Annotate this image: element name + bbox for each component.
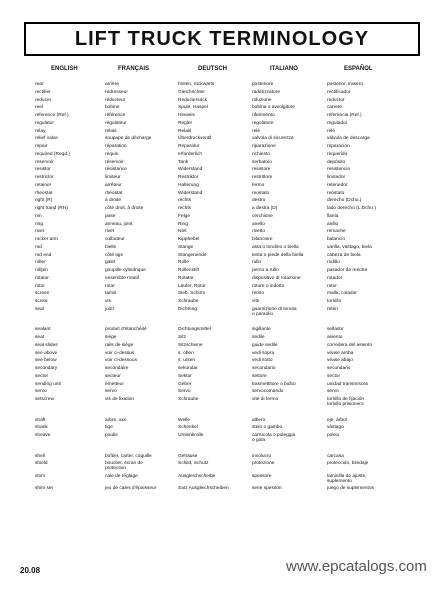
term-espanol: véase abajo (327, 358, 353, 364)
term-italiano: vite (252, 299, 260, 304)
table-row (0, 268, 444, 276)
term-english: rod (35, 244, 42, 250)
term-espanol: corredera del asiento (327, 342, 373, 348)
table-row (0, 136, 444, 144)
term-francais: rivet (105, 229, 115, 235)
term-english: screen (35, 291, 50, 297)
term-deutsch: s. unten (178, 358, 196, 364)
term-espanol: asiento (327, 335, 343, 340)
term-italiano: rullo (252, 260, 262, 266)
term-deutsch: Gleichrichter (178, 89, 205, 95)
table-row (0, 425, 444, 433)
term-espanol: vástago (327, 425, 344, 431)
term-italiano: rotore o indotto (252, 283, 285, 289)
term-espanol: rotor (327, 283, 337, 289)
term-espanol: referencia (Ref.) (327, 113, 362, 118)
term-francais: servo (105, 389, 117, 395)
table-row (0, 113, 444, 121)
table-row (0, 160, 444, 168)
term-english: shield (35, 461, 48, 467)
table-row (0, 175, 444, 183)
term-espanol: unidad transmisora (327, 381, 368, 387)
term-espanol: servo (327, 389, 339, 395)
term-francais: secteur (105, 373, 121, 379)
term-espanol: protección, blindaje (327, 461, 369, 467)
term-italiano: posteriore (252, 82, 274, 87)
term-deutsch: Sitzschiene (178, 342, 203, 348)
term-deutsch: rechts (178, 206, 192, 211)
term-deutsch: Ring (178, 221, 188, 227)
term-espanol: carrete (327, 105, 342, 111)
term-english: reducer (35, 97, 52, 103)
term-deutsch: Dichtungsmittel (178, 327, 211, 333)
table-row (0, 167, 444, 175)
term-espanol: sector (327, 373, 341, 379)
term-espanol: tornillo (327, 299, 342, 304)
term-deutsch: Stangenende (178, 252, 207, 258)
term-italiano: riduzione (252, 97, 272, 103)
table-row (0, 121, 444, 129)
table-row (0, 237, 444, 245)
term-francais: requis (105, 151, 119, 157)
term-deutsch: Stange (178, 244, 194, 250)
table-row (0, 144, 444, 152)
table-row (0, 343, 444, 351)
term-english: retainer (35, 182, 52, 188)
term-deutsch: Restriktor (178, 175, 199, 180)
term-espanol: secundario (327, 366, 351, 371)
term-deutsch: Sitz (178, 335, 186, 340)
term-english: reference (Ref.) (35, 113, 69, 118)
term-francais: arrêteur (105, 182, 122, 188)
table-row (0, 382, 444, 390)
table-row (0, 461, 444, 474)
term-italiano: bilanciere (252, 237, 273, 242)
term-francais: arrière (105, 82, 119, 87)
term-espanol: posterior, trasero (327, 82, 363, 87)
term-espanol: lado derecho (L.Dcho.) (327, 206, 376, 211)
term-francais: bouclier, écran de protection (105, 461, 143, 472)
term-deutsch: Dichtring (178, 306, 197, 312)
term-deutsch: Widerstand (178, 167, 203, 173)
term-deutsch: Widerstand (178, 190, 203, 196)
term-francais: goupille cylindrique (105, 268, 146, 273)
term-deutsch: Reduziersück (178, 97, 208, 103)
term-francais: rhéostat (105, 190, 123, 196)
watermark: www.epcatalogs.com (286, 558, 427, 575)
table-row (0, 454, 444, 462)
term-english: reservoir (35, 159, 54, 165)
term-english: relay (35, 128, 46, 134)
term-francais: côté tige (105, 252, 124, 258)
term-espanol: véase arriba (327, 350, 354, 356)
term-francais: vis (105, 299, 111, 304)
term-italiano: testa o piede della biella (252, 252, 304, 258)
term-english: required (Reqd.) (35, 151, 70, 157)
term-espanol: varilla, vástago, biela (327, 244, 372, 250)
term-italiano: guide sedile (252, 342, 278, 348)
term-italiano: sigillante (252, 327, 271, 333)
term-espanol: rectificador (327, 89, 351, 95)
term-italiano: settore (252, 373, 267, 379)
term-english: restrictor (35, 175, 54, 180)
table-row (0, 366, 444, 374)
term-francais: tige (105, 425, 113, 431)
term-deutsch: hinten, rückwärts (178, 82, 215, 87)
term-francais: relais (105, 128, 117, 134)
term-espanol: reparación (327, 144, 350, 149)
term-italiano: secondario (252, 366, 276, 371)
term-italiano: involucro (252, 453, 272, 459)
table-row (0, 260, 444, 268)
term-english: sending unit (35, 381, 61, 387)
table-row (0, 191, 444, 199)
term-francais: anneau, joint (105, 221, 133, 227)
term-english: relief valve (35, 136, 58, 142)
term-italiano: retino (252, 291, 264, 297)
term-deutsch: Schraube (178, 299, 199, 304)
term-espanol: reductor (327, 97, 345, 103)
term-italiano: trasmettitore o bulbo (252, 381, 296, 387)
term-espanol: reóstato (327, 190, 345, 196)
header-italiano: ITALIANO (270, 66, 298, 72)
term-deutsch: Tank (178, 159, 189, 165)
term-english: shim set (35, 486, 53, 492)
table-row (0, 299, 444, 307)
term-francais: référence (105, 113, 126, 118)
table-row (0, 253, 444, 261)
term-francais: vis de fixation (105, 397, 135, 402)
term-italiano: dispositivo di rotazione (252, 275, 301, 281)
term-deutsch: Schraube (178, 397, 199, 402)
term-francais: cale de réglage (105, 473, 138, 479)
term-deutsch: Rotator (178, 275, 194, 281)
term-italiano: sedile (252, 335, 265, 340)
term-espanol: sellador (327, 327, 344, 333)
term-italiano: reostato (252, 190, 270, 196)
term-francais: à droite (105, 198, 121, 204)
term-english: rollpin (35, 268, 48, 273)
term-francais: réducteur (105, 97, 126, 103)
table-row (0, 389, 444, 397)
term-francais: ensemble rotatif (105, 275, 140, 281)
term-english: right hand (RH) (35, 206, 68, 211)
table-row (0, 152, 444, 160)
table-row (0, 335, 444, 343)
term-italiano: spessore (252, 473, 272, 479)
term-espanol: requerido (327, 151, 348, 157)
table-row (0, 351, 444, 359)
term-francais: produit d'étanchéité (105, 327, 147, 333)
term-francais: rotor (105, 283, 115, 289)
term-english: sheave (35, 433, 51, 438)
table-row (0, 82, 444, 90)
term-espanol: válvula de descarga (327, 136, 370, 142)
term-english: seat slides (35, 342, 58, 348)
table-row (0, 307, 444, 320)
term-espanol: balancín (327, 237, 346, 242)
term-italiano: valvola di sicurezza (252, 136, 294, 142)
terminology-table (0, 82, 444, 494)
term-espanol: relé (327, 128, 335, 134)
term-italiano: albero (252, 417, 266, 423)
term-espanol: polea (327, 433, 339, 438)
term-espanol: malla, colador (327, 291, 357, 297)
table-row (0, 284, 444, 292)
term-deutsch: Satz Ausgleichscheiben (178, 486, 229, 492)
term-deutsch: rechts (178, 198, 192, 204)
term-deutsch: Spule, Haspel (178, 105, 208, 111)
table-row (0, 291, 444, 299)
term-deutsch: Hinweis (178, 113, 195, 118)
term-deutsch: Reparatur (178, 144, 200, 149)
term-espanol: regulador (327, 120, 348, 126)
term-deutsch: sekundar (178, 366, 198, 371)
term-deutsch: Welle (178, 417, 190, 423)
term-francais: jante (105, 213, 116, 219)
term-italiano: vedi sopra (252, 350, 275, 356)
term-deutsch: Gehäuse (178, 453, 198, 459)
term-english: regulator (35, 120, 54, 126)
term-italiano: riferimento (252, 113, 275, 118)
term-francais: culbuteur (105, 237, 125, 242)
term-deutsch: Felge (178, 213, 190, 219)
term-francais: soupape de décharge (105, 136, 152, 142)
table-row (0, 198, 444, 206)
term-english: see below (35, 358, 57, 364)
term-espanol: tornillo de fijación tornillo prisionero (327, 397, 365, 407)
term-francais: voir ci-dessus (105, 350, 135, 356)
table-row (0, 206, 444, 214)
term-francais: côté droit, à droite (105, 206, 144, 211)
term-english: rotor (35, 283, 45, 289)
term-francais: tamis (105, 291, 117, 297)
term-francais: limiteur (105, 175, 121, 180)
term-italiano: a destra (D) (252, 206, 278, 211)
table-row (0, 90, 444, 98)
term-english: shim (35, 473, 46, 479)
term-english: shank (35, 425, 48, 431)
term-francais: bielle (105, 244, 117, 250)
term-english: seal (35, 306, 44, 312)
column-headers (0, 66, 444, 76)
term-francais: joint (105, 306, 114, 312)
table-row (0, 105, 444, 113)
term-deutsch: Schild, Schutz (178, 461, 209, 467)
term-english: seat (35, 335, 45, 340)
term-deutsch: Relais (178, 128, 192, 134)
term-deutsch: Rolle (178, 260, 189, 266)
table-row (0, 129, 444, 137)
term-english: ring (35, 221, 43, 227)
table-row (0, 433, 444, 446)
term-deutsch: Halterung (178, 182, 199, 188)
term-espanol: rotador (327, 275, 343, 281)
term-italiano: resistore (252, 167, 271, 173)
page-title: LIFT TRUCK TERMINOLOGY (74, 27, 370, 50)
term-italiano: protezione (252, 461, 275, 467)
term-italiano: cerchione (252, 213, 273, 219)
term-english: rim (35, 213, 42, 219)
term-italiano: bobina o avvolgitore (252, 105, 295, 111)
table-row (0, 183, 444, 191)
term-deutsch: Niet (178, 229, 187, 235)
table-row (0, 486, 444, 494)
term-english: rheostat (35, 190, 53, 196)
term-italiano: raddrizzatore (252, 89, 280, 95)
term-english: roller (35, 260, 46, 266)
term-english: secondary (35, 366, 58, 371)
term-deutsch: Servo (178, 389, 191, 395)
term-italiano: vedi sotto (252, 358, 273, 364)
term-espanol: retenedor (327, 182, 348, 188)
term-deutsch: Schenkel (178, 425, 198, 431)
term-espanol: carcasa (327, 453, 344, 459)
term-francais: redresseur (105, 89, 128, 95)
term-espanol: eje, árbol (327, 417, 347, 423)
term-deutsch: s. oben (178, 350, 194, 356)
term-francais: galet (105, 260, 116, 266)
term-italiano: vite di fermo (252, 397, 279, 402)
table-row (0, 474, 444, 487)
term-francais: secondaire (105, 366, 129, 371)
table-row (0, 222, 444, 230)
term-deutsch: Ausgleichscheibe (178, 473, 216, 479)
term-italiano: richiesto (252, 151, 270, 157)
term-english: reel (35, 105, 43, 111)
term-francais: arbre, axe (105, 417, 127, 423)
table-row (0, 276, 444, 284)
term-deutsch: Geber (178, 381, 192, 387)
term-espanol: rodillo (327, 260, 340, 266)
term-italiano: destro (252, 198, 266, 204)
term-english: rotator (35, 275, 49, 281)
term-deutsch: Sektor (178, 373, 192, 379)
term-english: right (R) (35, 198, 53, 204)
term-italiano: riparazione (252, 144, 276, 149)
term-francais: réparation (105, 144, 127, 149)
term-english: setscrew (35, 397, 54, 402)
term-italiano: serie spessori (252, 486, 282, 492)
table-row (0, 214, 444, 222)
term-english: rod end (35, 252, 52, 258)
table-row (0, 245, 444, 253)
table-row (0, 374, 444, 382)
table-row (0, 98, 444, 106)
table-row (0, 229, 444, 237)
term-espanol: resistencia (327, 167, 350, 173)
term-italiano: rivetto (252, 229, 266, 235)
header-english: ENGLISH (51, 66, 78, 72)
term-italiano: guarnizione di tenuta o paraolio (252, 306, 297, 317)
term-italiano: perno a rullo (252, 268, 279, 273)
table-row (0, 327, 444, 335)
header-francais: FRANÇAIS (118, 66, 149, 72)
term-english: sealant (35, 327, 51, 333)
term-italiano: stelo o gambo (252, 425, 283, 431)
term-english: screw (35, 299, 48, 304)
title-box (24, 22, 420, 56)
term-espanol: anillo (327, 221, 339, 227)
term-francais: boîtier, carter, coquille (105, 453, 152, 459)
term-espanol: depósito (327, 159, 346, 165)
term-deutsch: Überdruckventil (178, 136, 212, 142)
term-deutsch: Regler (178, 120, 193, 126)
term-deutsch: Umlenkrolle (178, 433, 204, 438)
term-italiano: regolatore (252, 120, 274, 126)
term-italiano: relè (252, 128, 260, 134)
term-francais: rails de siège (105, 342, 134, 348)
term-espanol: remache (327, 229, 346, 235)
term-italiano: fermo (252, 182, 265, 188)
term-espanol: derecho (Dcho.) (327, 198, 362, 204)
term-francais: bobine (105, 105, 120, 111)
term-english: repair (35, 144, 48, 149)
term-francais: résistance (105, 167, 127, 173)
term-italiano: restrittore (252, 175, 273, 180)
term-francais: réservoir (105, 159, 124, 165)
term-espanol: retén (327, 306, 338, 312)
term-italiano: carrucola o puleggia o gola (252, 433, 296, 443)
term-espanol: limitador (327, 175, 346, 180)
term-italiano: serbatoio (252, 159, 272, 165)
term-francais: poulie (105, 433, 118, 438)
term-francais: régulateur (105, 120, 127, 126)
term-francais: émetteur (105, 381, 124, 387)
page-number: 20.08 (20, 566, 41, 575)
term-english: rivet (35, 229, 45, 235)
table-row (0, 418, 444, 426)
term-english: shell (35, 453, 45, 459)
header-deutsch: DEUTSCH (198, 66, 228, 72)
term-deutsch: Rollenstift (178, 268, 200, 273)
term-english: rear (35, 82, 44, 87)
term-deutsch: Kipphebel (178, 237, 200, 242)
term-espanol: llanta (327, 213, 339, 219)
term-deutsch: Sieb, Schirm (178, 291, 206, 297)
term-espanol: laminilla de ajuste, suplemento (327, 473, 367, 484)
term-english: shaft (35, 417, 46, 423)
term-english: sector (35, 373, 49, 379)
term-espanol: cabeza de biela (327, 252, 361, 258)
term-english: rectifier (35, 89, 51, 95)
table-row (0, 397, 444, 410)
term-italiano: asta o tondino o biella (252, 244, 299, 250)
table-row (0, 358, 444, 366)
term-deutsch: Läufer, Rotor (178, 283, 206, 289)
term-francais: voir ci-dessous (105, 358, 137, 364)
term-english: see above (35, 350, 58, 356)
term-english: servo (35, 389, 47, 395)
term-english: rocker arm (35, 237, 58, 242)
term-italiano: servocomando (252, 389, 284, 395)
term-francais: siège (105, 335, 117, 340)
header-espanol: ESPAÑOL (344, 66, 373, 72)
term-english: resistor (35, 167, 51, 173)
term-deutsch: erforderlich (178, 151, 202, 157)
term-italiano: anello (252, 221, 265, 227)
term-espanol: pasador de resorte (327, 268, 368, 273)
term-francais: jeu de cales d'épaisseur (105, 486, 157, 492)
term-espanol: juego de suplementos (327, 486, 374, 492)
